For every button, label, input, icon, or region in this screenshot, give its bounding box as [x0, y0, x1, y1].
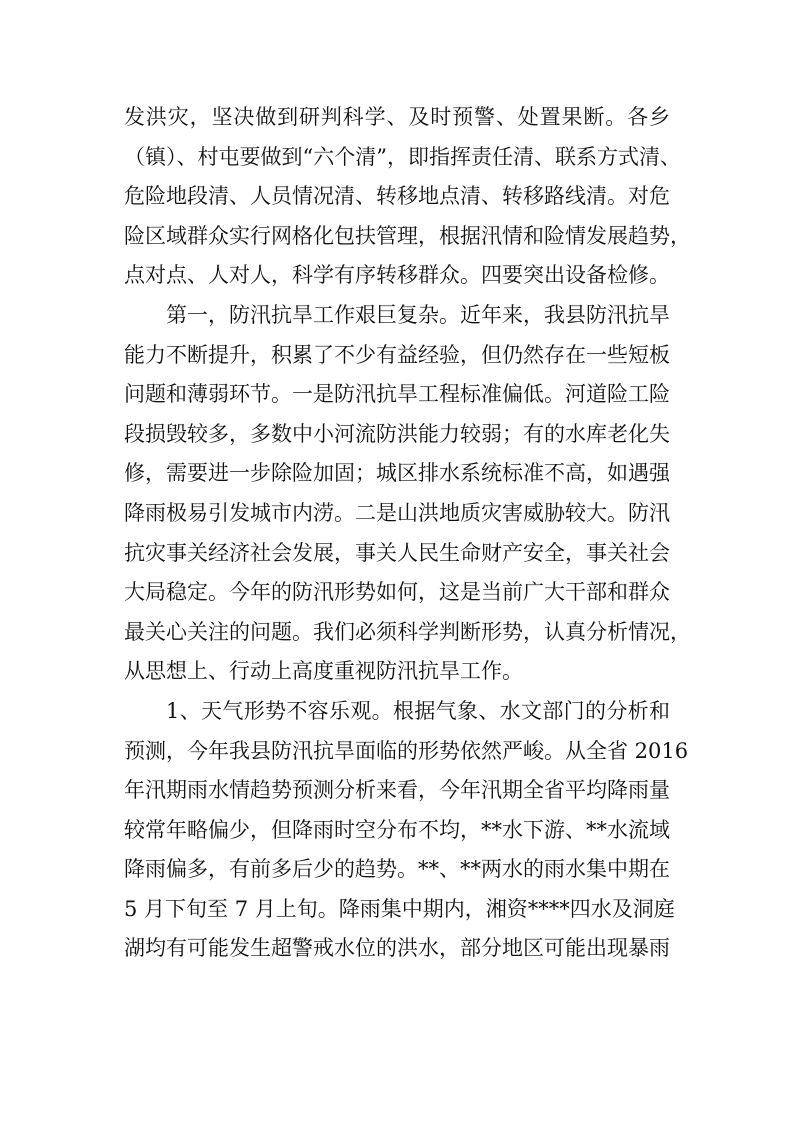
text-line: 抗灾事关经济社会发展，事关人民生命财产安全，事关社会 — [124, 540, 670, 565]
text-line: 大局稳定。今年的防汛形势如何，这是当前广大干部和群众 — [124, 580, 670, 605]
text-line: 降雨偏多，有前多后少的趋势。**、**两水的雨水集中期在 — [124, 857, 670, 882]
text-line: 问题和薄弱环节。一是防汛抗旱工程标准偏低。河道险工险 — [124, 382, 670, 407]
text-line: 降雨极易引发城市内涝。二是山洪地质灾害威胁较大。防汛 — [124, 500, 670, 525]
text-line: 能力不断提升，积累了不少有益经验，但仍然存在一些短板 — [124, 342, 670, 367]
text-line: 险区域群众实行网格化包扶管理，根据汛情和险情发展趋势， — [124, 223, 691, 248]
text-line: 段损毁较多，多数中小河流防洪能力较弱；有的水库老化失 — [124, 421, 670, 446]
paragraph-weather-situation — [124, 692, 689, 969]
text-line: （镇）、村屯要做到“六个清”，即指挥责任清、联系方式清、 — [124, 144, 681, 169]
text-line: 年汛期雨水情趋势预测分析来看，今年汛期全省平均降雨量 — [124, 778, 670, 803]
text-line: 第一，防汛抗旱工作艰巨复杂。近年来，我县防汛抗旱 — [166, 302, 670, 327]
text-line: 1、天气形势不容乐观。根据气象、水文部门的分析和 — [166, 698, 670, 723]
text-line: 预测，今年我县防汛抗旱面临的形势依然严峻。从全省 2016 — [124, 738, 689, 763]
text-line: 5 月下旬至 7 月上旬。降雨集中期内，湘资****四水及洞庭 — [124, 896, 675, 921]
text-line: 从思想上、行动上高度重视防汛抗旱工作。 — [124, 659, 523, 684]
text-line: 湖均有可能发生超警戒水位的洪水，部分地区可能出现暴雨 — [124, 936, 670, 961]
text-line: 点对点、人对人，科学有序转移群众。四要突出设备检修。 — [124, 263, 670, 288]
text-line: 修，需要进一步除险加固；城区排水系统标准不高，如遇强 — [124, 461, 670, 486]
text-line: 危险地段清、人员情况清、转移地点清、转移路线清。对危 — [124, 184, 670, 209]
text-line: 发洪灾，坚决做到研判科学、及时预警、处置果断。各乡 — [124, 105, 670, 129]
body-text — [124, 98, 691, 969]
text-line: 最关心关注的问题。我们必须科学判断形势，认真分析情况， — [124, 619, 691, 644]
text-line: 较常年略偏少，但降雨时空分布不均，**水下游、**水流域 — [124, 817, 670, 842]
paragraph-flood-control-work — [124, 296, 691, 692]
paragraph-continuation — [124, 98, 691, 296]
